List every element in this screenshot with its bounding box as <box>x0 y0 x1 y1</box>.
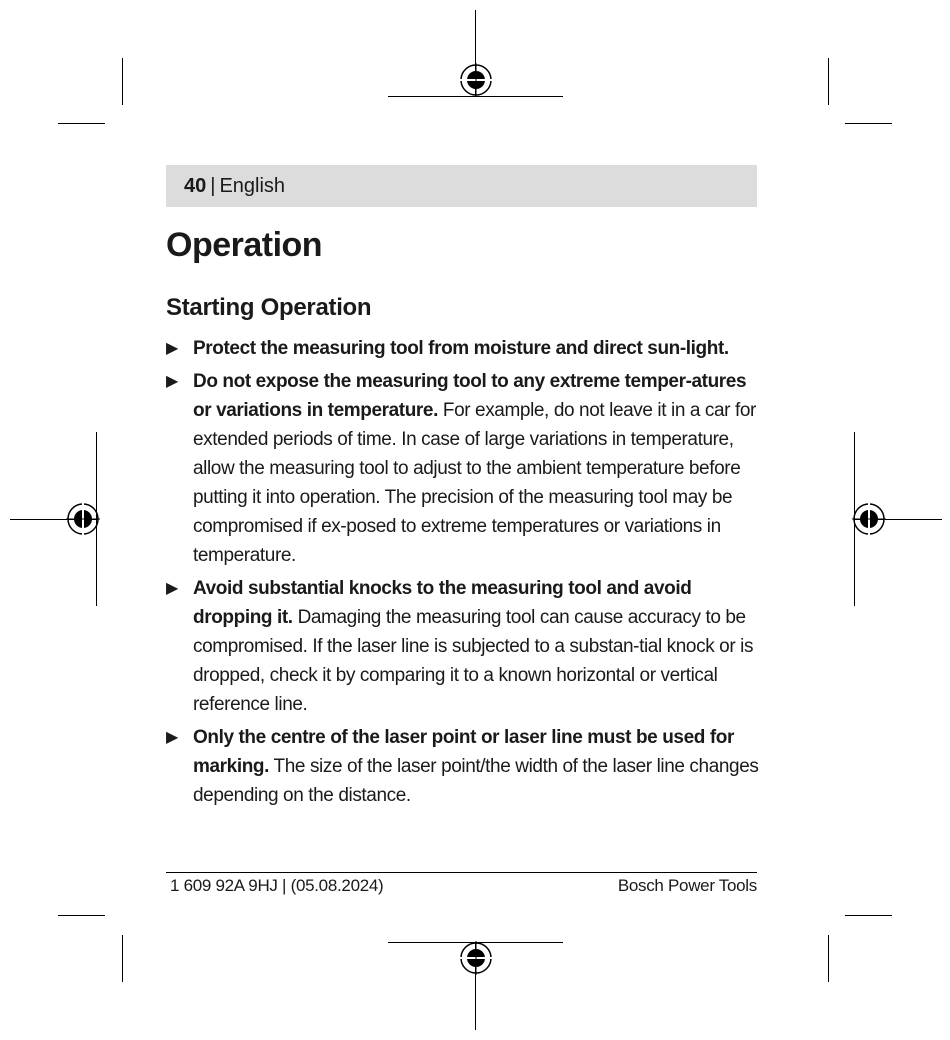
registration-target-icon <box>459 63 493 97</box>
item-bold-text: Protect the measuring tool from moisture and direct sun-light. <box>193 338 729 359</box>
registration-target-icon <box>459 941 493 975</box>
triangle-bullet-icon: ▶ <box>166 580 178 597</box>
item-bold-text: Do not expose the measuring tool to any extreme temper-atures or variations in temperature. <box>193 371 747 421</box>
registration-target-icon <box>66 502 100 536</box>
section-title: Starting Operation <box>166 294 372 321</box>
list-item <box>166 574 761 719</box>
registration-target-icon <box>852 502 886 536</box>
item-bold-text: Avoid substantial knocks to the measuring tool and avoid dropping it. <box>193 578 692 628</box>
crop-mark <box>828 935 829 982</box>
crop-mark <box>58 123 105 124</box>
safety-list <box>166 334 761 814</box>
list-item <box>166 723 761 810</box>
crop-mark <box>122 935 123 982</box>
crop-mark <box>122 58 123 105</box>
item-bold-text: Only the centre of the laser point or laser line must be used for marking. <box>193 727 734 777</box>
header-language: English <box>219 174 286 197</box>
footer-doc-code: 1 609 92A 9HJ | (05.08.2024) <box>170 876 384 895</box>
page-number: 40 <box>184 174 207 197</box>
list-item <box>166 334 761 363</box>
item-text: The size of the laser point/the width of the laser line changes depending on the distance. <box>193 756 759 806</box>
footer-brand: Bosch Power Tools <box>617 876 757 895</box>
triangle-bullet-icon: ▶ <box>166 729 178 746</box>
item-text: For example, do not leave it in a car for extended periods of time. In case of large variations in temperature, allow the measuring tool to adjust to the ambient temperature before putting it into operation. The precision of the measuring tool may be compromised if ex-posed to extreme temperatures or variations in temperature. <box>193 400 756 566</box>
triangle-bullet-icon: ▶ <box>166 340 178 357</box>
item-text: Damaging the measuring tool can cause accuracy to be compromised. If the laser line is subjected to a substan-tial knock or is dropped, check it by comparing it to a known horizontal or vertical reference line. <box>193 607 754 715</box>
crop-mark <box>845 915 892 916</box>
page-title: Operation <box>166 226 323 264</box>
crop-mark <box>845 123 892 124</box>
triangle-bullet-icon: ▶ <box>166 373 178 390</box>
header-separator: | <box>210 174 216 197</box>
crop-mark <box>58 915 105 916</box>
list-item <box>166 367 761 570</box>
footer-divider <box>166 872 757 873</box>
page-header <box>166 165 757 207</box>
crop-mark <box>828 58 829 105</box>
